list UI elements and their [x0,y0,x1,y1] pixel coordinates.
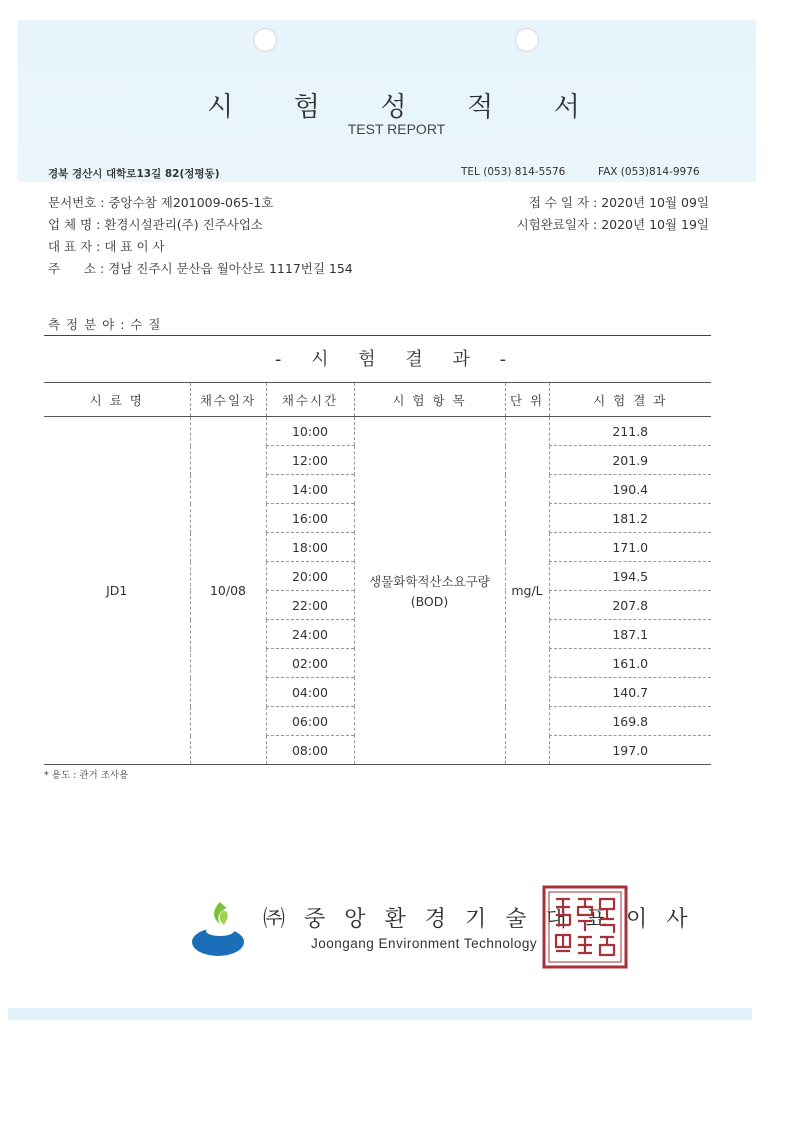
test-result: 190.4 [549,475,711,504]
header-date: 채수일자 [190,383,266,417]
test-item [354,417,505,765]
header-item: 시 험 항 목 [354,383,505,417]
punch-hole [515,28,539,52]
test-result: 181.2 [549,504,711,533]
lab-address: 경북 경산시 대학로13길 82(정평동) [48,168,220,180]
results-title: - 시 험 결 과 - [274,349,519,370]
test-result: 197.0 [549,736,711,765]
measurement-field: 측 정 분 야 : 수 질 [48,317,162,332]
unit: mg/L [505,417,549,765]
sample-time: 24:00 [266,620,354,649]
client-address: 경남 진주시 문산읍 월아산로 1117번길 154 [108,261,353,276]
test-result: 201.9 [549,446,711,475]
footer-company-en: Joongang Environment Technology [311,936,538,951]
usage-note: * 용도 : 관거 조사용 [44,770,129,781]
completed-row [517,215,709,233]
test-item-name: 생물화학적산소요구량 [369,574,490,589]
lab-fax: FAX (053)814-9976 [598,166,700,178]
footer-tint [8,1008,752,1020]
report-title: 시 험 성 적 서 [207,92,606,123]
sample-time: 14:00 [266,475,354,504]
sample-time: 20:00 [266,562,354,591]
received-date: 2020년 10월 09일 [601,195,709,210]
official-seal-icon [542,885,628,969]
completed-label: 시험완료일자 : [516,217,598,232]
received-row [529,193,709,211]
test-result: 207.8 [549,591,711,620]
sample-time: 12:00 [266,446,354,475]
sample-time: 16:00 [266,504,354,533]
doc-number-row [48,193,273,211]
test-result: 171.0 [549,533,711,562]
received-label: 접 수 일 자 : [528,195,598,210]
sample-name: JD1 [44,417,190,765]
client-address-label: 주 소 : [48,261,105,276]
header-sample: 시 료 명 [44,383,190,417]
punch-hole [253,28,277,52]
lab-tel: TEL (053) 814-5576 [461,166,566,178]
results-table [44,382,711,765]
company-row [48,215,263,233]
header-time: 채수시간 [266,383,354,417]
footer-company-ko: ㈜ 중 앙 환 경 기 술 대 표 이 사 [263,907,694,932]
sample-date: 10/08 [190,417,266,765]
test-item-code: (BOD) [410,594,449,609]
company-label: 업 체 명 : [48,217,101,232]
sample-time: 10:00 [266,417,354,446]
ceo-row [48,237,165,255]
header-result: 시 험 결 과 [549,383,711,417]
doc-number-label: 문서번호 : [48,195,105,210]
sample-time: 08:00 [266,736,354,765]
report-subtitle: TEST REPORT [347,121,446,137]
table-row [44,417,711,446]
test-result: 161.0 [549,649,711,678]
test-result: 194.5 [549,562,711,591]
completed-date: 2020년 10월 19일 [601,217,709,232]
test-result: 169.8 [549,707,711,736]
company-name: 환경시설관리(주) 진주사업소 [104,217,263,232]
test-result: 140.7 [549,678,711,707]
sample-time: 06:00 [266,707,354,736]
sample-time: 04:00 [266,678,354,707]
sample-time: 22:00 [266,591,354,620]
client-address-row [48,259,353,277]
header-unit: 단 위 [505,383,549,417]
company-logo-icon [190,900,250,958]
test-result: 211.8 [549,417,711,446]
divider [44,335,711,336]
doc-number: 중앙수참 제201009-065-1호 [108,195,274,210]
test-result: 187.1 [549,620,711,649]
table-header-row [44,383,711,417]
sample-time: 18:00 [266,533,354,562]
ceo-name: 대 표 이 사 [104,239,165,254]
ceo-label: 대 표 자 : [48,239,101,254]
sample-time: 02:00 [266,649,354,678]
